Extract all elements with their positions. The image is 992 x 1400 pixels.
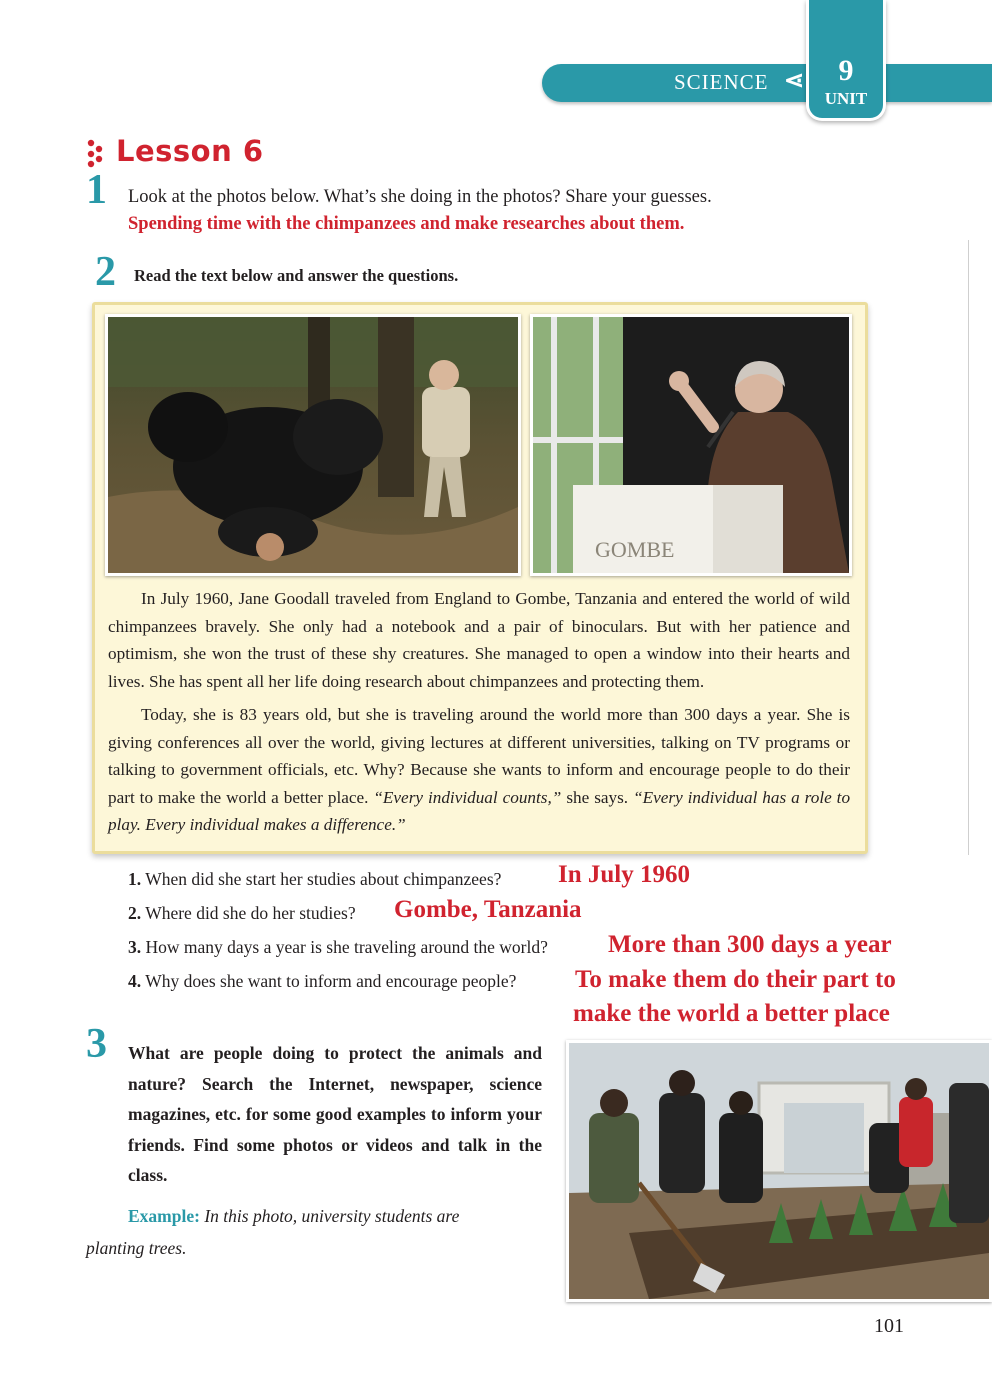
- answer-2: Gombe, Tanzania: [394, 896, 582, 923]
- subject-title: SCIENCE: [674, 70, 769, 94]
- answer-1: In July 1960: [558, 861, 690, 888]
- answer-4-line-2: make the world a better place: [573, 1000, 890, 1027]
- says-text: she says.: [566, 787, 629, 807]
- comprehension-question-2: [128, 903, 356, 924]
- paragraph-2-text: Today, she is 83 years old, but she is traveling around the world more than 300 days a year. She is giving conferences all over the world, giving lectures at different universities, talking on TV programs or talking to government officials, etc. Why? Because she wants to inform and encourage people to do their part to make the world a better place.: [108, 705, 850, 807]
- comprehension-question-1: [128, 869, 501, 890]
- example-line-1: [128, 1206, 459, 1227]
- speaking-photo: [530, 314, 852, 576]
- question-number: 3.: [128, 937, 142, 957]
- question-3-number: 3: [86, 1021, 107, 1067]
- quote-2: “Every individual has a role to play. Every individual makes a difference.”: [108, 787, 851, 835]
- unit-label: UNIT: [824, 89, 868, 108]
- tree-planting-photo-image: [569, 1043, 989, 1299]
- reading-paragraph-1: In July 1960, Jane Goodall traveled from England to Gombe, Tanzania and entered the world of wild chimpanzees bravely. She only had a notebook and a pair of binoculars. But with her patience and optimism, she won the trust of these shy creatures. She managed to open a window into their hearts and lives. She has spent all her life doing research about chimpanzees and protecting them.: [108, 589, 850, 691]
- question-text: Where did she do her studies?: [145, 903, 356, 923]
- question-2-prompt: Read the text below and answer the questions.: [134, 266, 459, 285]
- podium-sign: GOMBE: [595, 537, 675, 562]
- question-text: How many days a year is she traveling around the world?: [145, 937, 548, 957]
- question-number: 2.: [128, 903, 142, 923]
- lesson-title: Lesson 6: [116, 134, 264, 168]
- answer-4-line-1: To make them do their part to: [575, 966, 896, 993]
- example-label: Example:: [128, 1206, 200, 1226]
- question-3-prompt: What are people doing to protect the animals and nature? Search the Internet, newspaper, science magazines, etc. for some good examples to inform your friends. Find some photos or videos and talk in the class.: [128, 1043, 542, 1185]
- unit-number: 9: [838, 54, 854, 87]
- question-text: Why does she want to inform and encourage people?: [145, 971, 517, 991]
- answer-3: More than 300 days a year: [608, 931, 892, 958]
- question-text: When did she start her studies about chimpanzees?: [145, 869, 502, 889]
- chimpanzee-photo: [105, 314, 521, 576]
- example-text-1: In this photo, university students are: [204, 1206, 460, 1226]
- comprehension-question-3: [128, 937, 548, 958]
- question-number: 1.: [128, 869, 142, 889]
- chimpanzee-photo-image: [108, 317, 518, 573]
- share-chevron-icon: ⋖: [784, 68, 805, 94]
- question-1-number: 1: [86, 167, 107, 213]
- question-2-number: 2: [95, 249, 116, 295]
- quote-1: “Every individual counts,”: [373, 787, 562, 807]
- reading-paragraph-2: [108, 701, 850, 839]
- question-number: 4.: [128, 971, 142, 991]
- question-1-prompt: Look at the photos below. What’s she doing in the photos? Share your guesses.: [128, 187, 712, 207]
- tree-planting-photo: [566, 1040, 992, 1302]
- page-number: 101: [874, 1315, 904, 1337]
- lesson-bullet-icon: [86, 138, 108, 168]
- margin-line: [968, 240, 969, 855]
- question-1-answer: Spending time with the chimpanzees and make researches about them.: [128, 214, 685, 234]
- comprehension-question-4: [128, 971, 516, 992]
- example-text-2: planting trees.: [86, 1238, 187, 1258]
- speaking-photo-image: [533, 317, 849, 573]
